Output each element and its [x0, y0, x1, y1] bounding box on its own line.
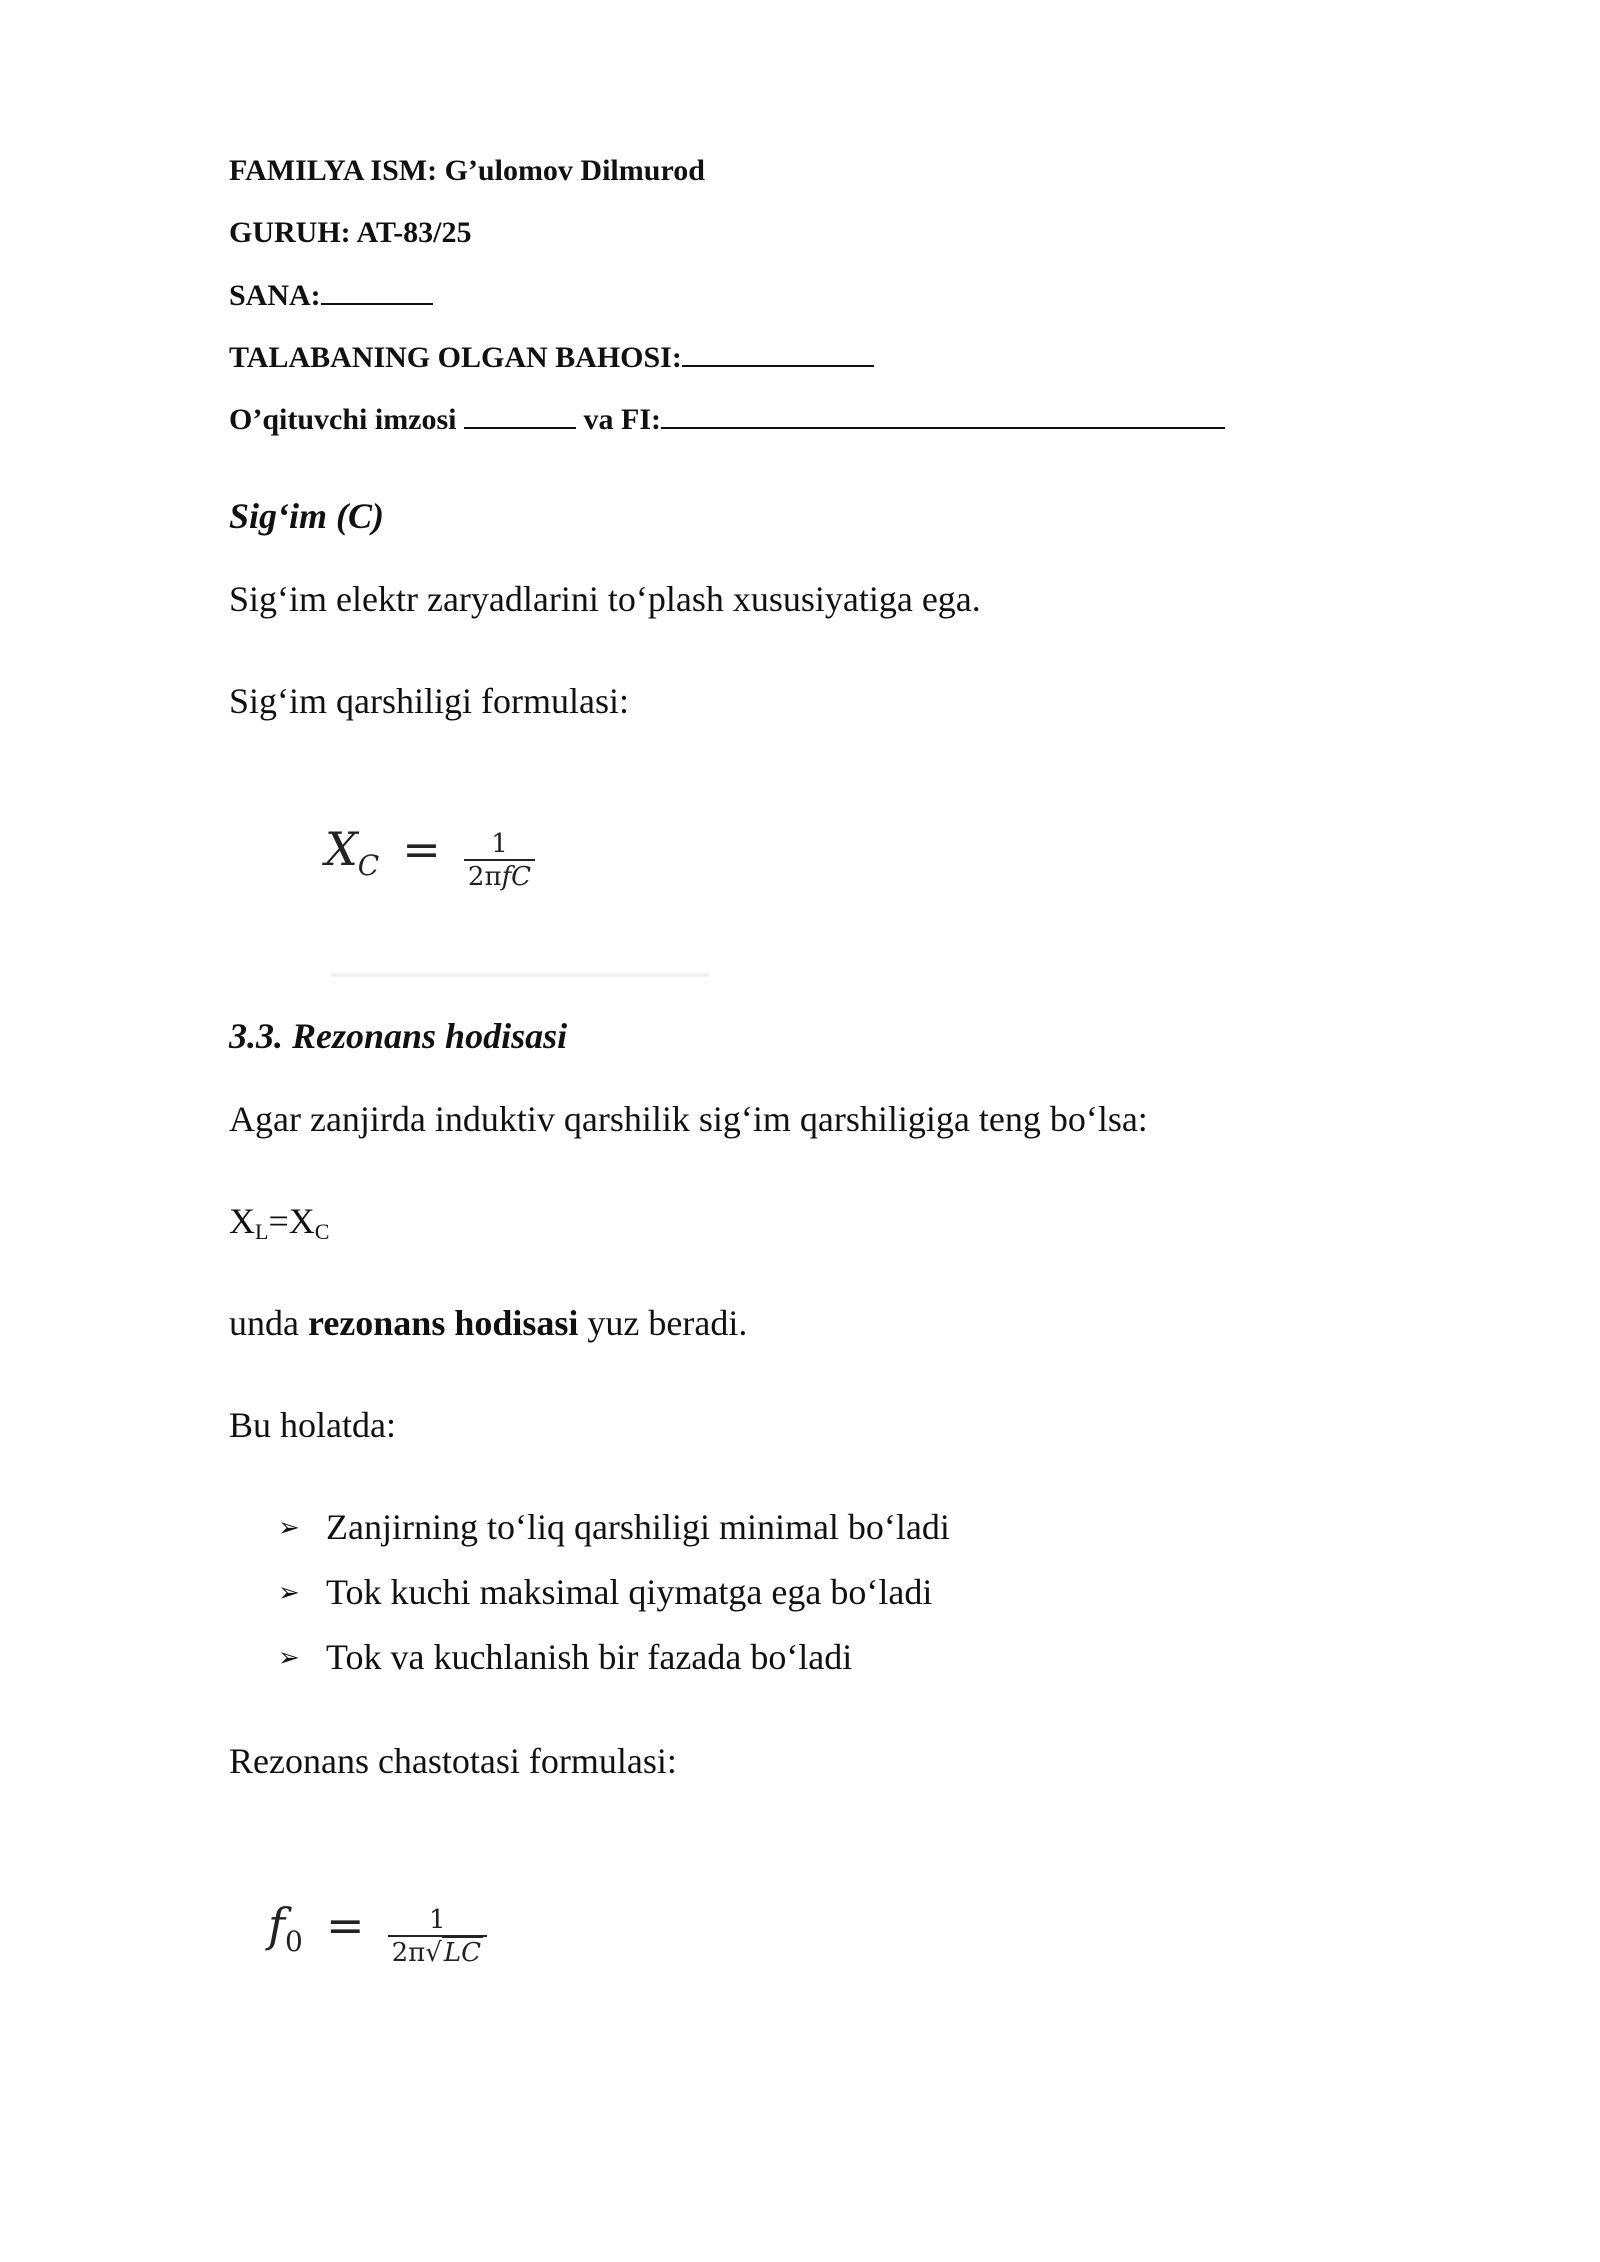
- resonance-equals: =: [268, 1201, 289, 1241]
- capacitance-formula-intro: Sig‘im qarshiligi formulasi:: [229, 681, 629, 721]
- xc-symbol: X: [288, 1201, 315, 1241]
- formula-denominator: [464, 859, 535, 893]
- formula-lhs-sub: 0: [285, 1925, 303, 1958]
- list-item-text: Tok va kuchlanish bir fazada bo‘ladi: [326, 1637, 853, 1677]
- formula-numerator: 1: [429, 1904, 446, 1935]
- resonance-occurs-c: yuz beradi.: [578, 1303, 748, 1343]
- formula-numerator: 1: [491, 828, 508, 859]
- list-item-text: Tok kuchi maksimal qiymatga ega bo‘ladi: [326, 1572, 933, 1612]
- divider-line: [330, 973, 710, 977]
- list-item: [278, 1636, 852, 1679]
- list-item: [278, 1571, 932, 1614]
- arrow-bullet-icon: ➢: [278, 1513, 300, 1542]
- formula-equals: =: [325, 1898, 365, 1952]
- denominator-lc: LC: [443, 1937, 481, 1968]
- formula-equals: =: [402, 822, 441, 876]
- formula-denominator: [388, 1935, 487, 1969]
- header-date-label: SANA:: [229, 279, 321, 312]
- grade-blank-line: [682, 339, 874, 367]
- resonance-condition-text: Agar zanjirda induktiv qarshilik sig‘im qarshiligiga teng bo‘lsa:: [229, 1099, 1148, 1139]
- resonance-occurs-a: unda: [229, 1303, 308, 1343]
- formula-lhs: X: [325, 822, 358, 876]
- section-title-capacitance: Sig‘im (C): [229, 496, 385, 536]
- resonance-frequency-formula: [268, 1898, 487, 1969]
- formula-lhs: f: [268, 1898, 286, 1952]
- capacitance-description: Sig‘im elektr zaryadlarini to‘plash xususiyatiga ega.: [229, 579, 981, 619]
- arrow-bullet-icon: ➢: [278, 1578, 300, 1607]
- list-item-text: Zanjirning to‘liq qarshiligi minimal bo‘ladi: [326, 1507, 950, 1547]
- signature-blank-line: [464, 401, 576, 429]
- header-group: GURUH: AT-83/25: [229, 216, 472, 249]
- header-signature-label: O’qituvchi imzosi: [229, 403, 457, 436]
- resonance-frequency-intro: Rezonans chastotasi formulasi:: [229, 1741, 677, 1781]
- header-date: [229, 277, 433, 314]
- header-name: FAMILYA ISM: G’ulomov Dilmurod: [229, 154, 705, 187]
- formula-lhs-sub: C: [357, 849, 380, 882]
- resonance-equation: [229, 1200, 329, 1253]
- resonance-term-bold: rezonans hodisasi: [307, 1303, 579, 1343]
- section-title-resonance: 3.3. Rezonans hodisasi: [229, 1016, 568, 1056]
- fi-blank-line: [661, 401, 1225, 429]
- capacitive-reactance-formula: [325, 822, 535, 893]
- denominator-fc: fC: [501, 861, 532, 892]
- xl-symbol: X: [229, 1201, 255, 1241]
- xc-subscript: C: [314, 1219, 330, 1244]
- header-fi-label: va FI:: [583, 403, 662, 436]
- in-this-case-text: Bu holatda:: [229, 1405, 396, 1445]
- formula-fraction: [464, 829, 535, 893]
- header-grade-label: TALABANING OLGAN BAHOSI:: [229, 341, 682, 374]
- header-grade: [229, 339, 874, 376]
- denominator-2pi: 2π: [467, 861, 502, 892]
- xl-subscript: L: [255, 1219, 269, 1244]
- sqrt-icon: √: [425, 1937, 442, 1968]
- formula-fraction: [388, 1905, 487, 1969]
- arrow-bullet-icon: ➢: [278, 1643, 300, 1672]
- date-blank-line: [321, 277, 433, 305]
- list-item: [278, 1506, 950, 1549]
- denominator-2pi: 2π: [391, 1937, 426, 1968]
- resonance-occurs-text: [229, 1302, 747, 1344]
- header-teacher: [229, 401, 1225, 438]
